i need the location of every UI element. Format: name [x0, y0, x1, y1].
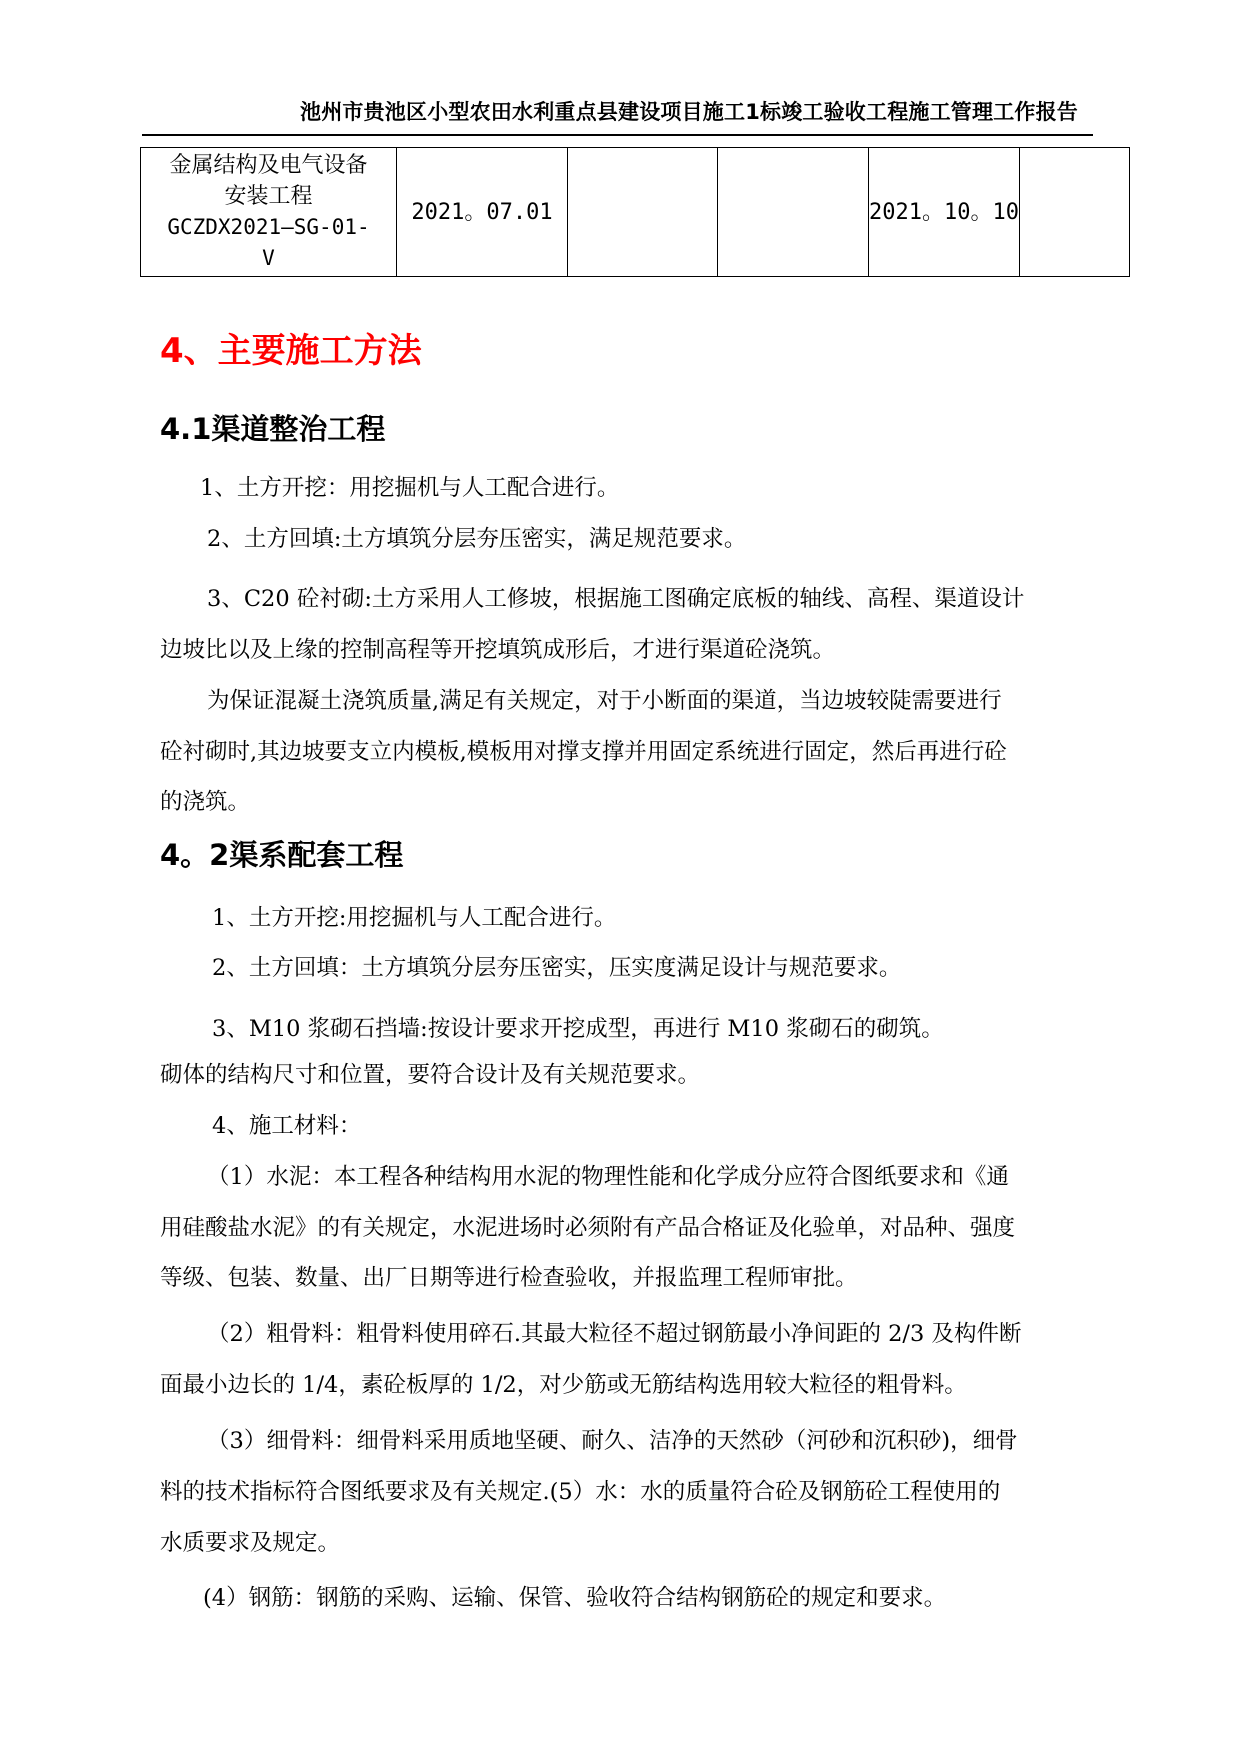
paragraph-line: 2、土方回填：土方填筑分层夯压密实，压实度满足设计与规范要求。 [212, 955, 902, 981]
paragraph-line: 料的技术指标符合图纸要求及有关规定.(5）水：水的质量符合砼及钢筋砼工程使用的 [160, 1479, 1001, 1505]
paragraph-line: 为保证混凝土浇筑质量,满足有关规定，对于小断面的渠道，当边坡较陡需要进行 [207, 688, 1002, 714]
table-row [141, 148, 1130, 277]
end-date-cell: 2021。10。10 [869, 148, 1020, 277]
paragraph-line: 用硅酸盐水泥》的有关规定，水泥进场时必须附有产品合格证及化验单，对品种、强度 [160, 1215, 1016, 1241]
paragraph-line: 3、C20 砼衬砌:土方采用人工修坡，根据施工图确定底板的轴线、高程、渠道设计 [207, 586, 1025, 612]
item-cell [141, 148, 397, 277]
running-header: 池州市贵池区小型农田水利重点县建设项目施工1标竣工验收工程施工管理工作报告 [300, 100, 1079, 124]
paragraph-line: 砌体的结构尺寸和位置，要符合设计及有关规范要求。 [160, 1062, 701, 1088]
paragraph-line: 1、土方开挖：用挖掘机与人工配合进行。 [200, 475, 620, 501]
subsection-heading: 4.1渠道整治工程 [160, 412, 386, 446]
start-date-cell: 2021。07.01 [397, 148, 568, 277]
paragraph-line: 1、土方开挖:用挖掘机与人工配合进行。 [212, 905, 617, 931]
paragraph-line: （2）粗骨料：粗骨料使用碎石.其最大粒径不超过钢筋最小净间距的 2/3 及构件断 [207, 1321, 1022, 1347]
subsection-heading: 4。2渠系配套工程 [160, 838, 404, 872]
empty-cell [568, 148, 718, 277]
paragraph-line: 边坡比以及上缘的控制高程等开挖填筑成形后，才进行渠道砼浇筑。 [160, 637, 836, 663]
paragraph-line: 的浇筑。 [160, 789, 251, 815]
paragraph-line: （1）水泥：本工程各种结构用水泥的物理性能和化学成分应符合图纸要求和《通 [207, 1164, 1009, 1190]
paragraph-line: （3）细骨料：细骨料采用质地坚硬、耐久、洁净的天然砂（河砂和沉积砂)，细骨 [207, 1428, 1018, 1454]
paragraph-line: 砼衬砌时,其边坡要支立内模板,模板用对撑支撑并用固定系统进行固定，然后再进行砼 [160, 739, 1007, 765]
paragraph-line: 面最小边长的 1/4，素砼板厚的 1/2，对少筋或无筋结构选用较大粒径的粗骨料。 [160, 1372, 967, 1398]
schedule-table [140, 147, 1130, 277]
section-heading: 4、主要施工方法 [160, 331, 422, 371]
item-line: GCZDX2021—SG-01- [167, 215, 370, 239]
paragraph-line: (4）钢筋：钢筋的采购、运输、保管、验收符合结构钢筋砼的规定和要求。 [203, 1585, 947, 1611]
paragraph-line: 水质要求及规定。 [160, 1530, 341, 1556]
empty-cell [718, 148, 869, 277]
empty-cell [1020, 148, 1130, 277]
paragraph-line: 4、施工材料： [212, 1113, 362, 1139]
paragraph-line: 等级、包装、数量、出厂日期等进行检查验收，并报监理工程师审批。 [160, 1265, 858, 1291]
item-line: V [262, 246, 275, 270]
item-line: 金属结构及电气设备 [169, 153, 368, 178]
paragraph-line: 2、土方回填:土方填筑分层夯压密实，满足规范要求。 [207, 526, 747, 552]
item-line: 安装工程 [224, 184, 313, 209]
paragraph-line: 3、M10 浆砌石挡墙:按设计要求开挖成型，再进行 M10 浆砌石的砌筑。 [212, 1016, 944, 1042]
header-rule [142, 134, 1093, 136]
